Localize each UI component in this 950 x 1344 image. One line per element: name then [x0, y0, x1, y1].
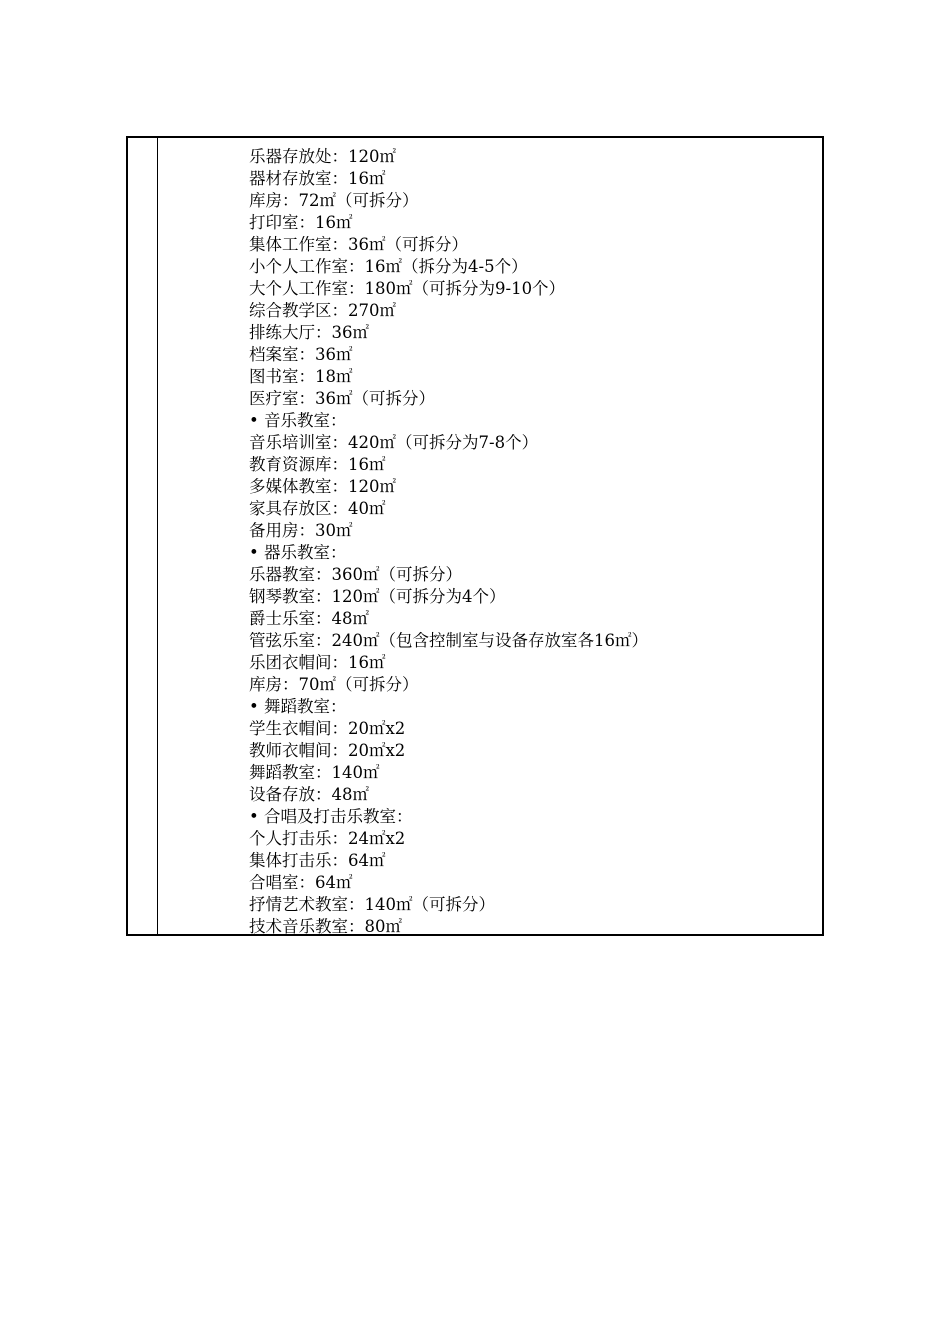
column-divider — [157, 138, 158, 934]
room-line: 爵士乐室：48㎡ — [249, 609, 369, 628]
room-line: 集体工作室：36㎡（可拆分） — [249, 235, 468, 254]
room-line: 档案室：36㎡ — [249, 345, 353, 364]
room-line: 医疗室：36㎡（可拆分） — [249, 389, 435, 408]
room-line: 集体打击乐：64㎡ — [249, 851, 386, 870]
room-line: 设备存放：48㎡ — [249, 785, 369, 804]
room-line: 钢琴教室：120㎡（可拆分为4个） — [249, 587, 506, 606]
room-line: 乐器存放处：120㎡ — [249, 147, 396, 166]
room-line: 家具存放区：40㎡ — [249, 499, 386, 518]
room-line: 排练大厅：36㎡ — [249, 323, 369, 342]
room-line: 图书室：18㎡ — [249, 367, 353, 386]
room-line: 库房：70㎡（可拆分） — [249, 675, 419, 694]
room-line: 库房：72㎡（可拆分） — [249, 191, 419, 210]
room-line: 乐器教室：360㎡（可拆分） — [249, 565, 462, 584]
room-line: 教育资源库：16㎡ — [249, 455, 386, 474]
room-line: 小个人工作室：16㎡（拆分为4-5个） — [249, 257, 528, 276]
room-line: 技术音乐教室：80㎡ — [249, 917, 402, 936]
room-line: 合唱室：64㎡ — [249, 873, 353, 892]
room-list-table — [126, 136, 824, 936]
section-heading: • 器乐教室： — [249, 543, 347, 562]
room-line: 备用房：30㎡ — [249, 521, 353, 540]
room-line: 打印室：16㎡ — [249, 213, 353, 232]
room-line: 综合教学区：270㎡ — [249, 301, 396, 320]
room-line: 教师衣帽间：20㎡x2 — [249, 741, 406, 760]
room-line: 学生衣帽间：20㎡x2 — [249, 719, 406, 738]
room-line: 音乐培训室：420㎡（可拆分为7-8个） — [249, 433, 539, 452]
section-heading: • 舞蹈教室： — [249, 697, 347, 716]
room-line: 抒情艺术教室：140㎡（可拆分） — [249, 895, 495, 914]
room-list-cell — [249, 146, 812, 938]
room-line: 舞蹈教室：140㎡ — [249, 763, 380, 782]
room-line: 器材存放室：16㎡ — [249, 169, 386, 188]
section-heading: • 合唱及打击乐教室： — [249, 807, 413, 826]
room-line: 管弦乐室：240㎡（包含控制室与设备存放室各16㎡） — [249, 631, 648, 650]
room-line: 乐团衣帽间：16㎡ — [249, 653, 386, 672]
room-line: 多媒体教室：120㎡ — [249, 477, 396, 496]
room-line: 大个人工作室：180㎡（可拆分为9-10个） — [249, 279, 566, 298]
section-heading: • 音乐教室： — [249, 411, 347, 430]
room-line: 个人打击乐：24㎡x2 — [249, 829, 406, 848]
